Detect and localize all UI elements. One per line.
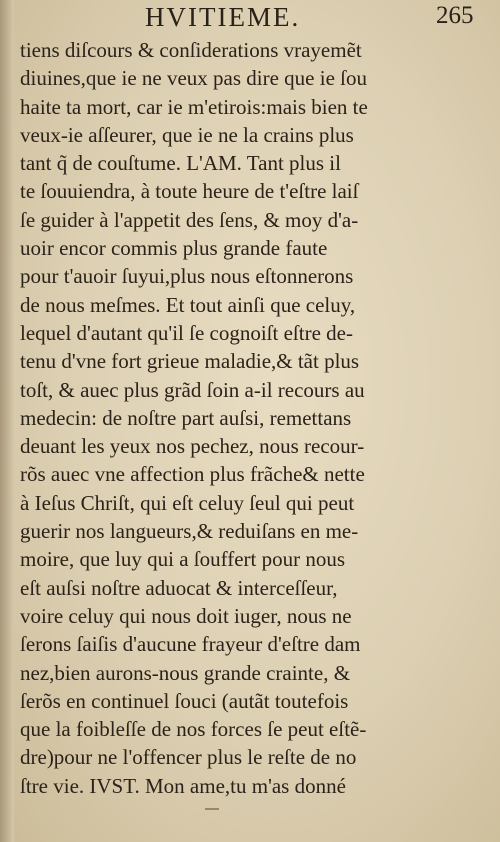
page-number: 265 (436, 2, 474, 29)
text-line: nez,bien aurons-nous grande crainte, & (20, 660, 351, 685)
text-line: lequel d'autant qu'il ſe cognoiſt eſtre de- (20, 320, 353, 345)
text-line: pour t'auoir ſuyui,plus nous eſtonnerons (20, 264, 354, 289)
body-text (20, 36, 420, 800)
text-line: deuant les yeux nos pechez, nous recour- (20, 434, 365, 459)
text-line: tenu d'vne fort grieue maladie,& tãt plus (20, 349, 360, 374)
page-gutter-shadow (0, 0, 14, 842)
text-line: haite ta mort, car ie m'etirois:mais bien te (20, 94, 368, 119)
text-line: à Ieſus Chriſt, qui eſt celuy ſeul qui peut (20, 490, 355, 515)
text-line: dre)pour ne l'offencer plus le reſte de no (20, 745, 357, 770)
text-line: te ſouuiendra, à toute heure de t'eſtre laiſ (20, 179, 359, 204)
text-line: ſe guider à l'appetit des ſens, & moy d'a- (20, 207, 359, 232)
text-line: diuines,que ie ne veux pas dire que ie ſou (20, 66, 367, 91)
text-line: voire celuy qui nous doit iuger, nous ne (20, 603, 352, 628)
text-line: guerir nos langueurs,& reduiſans en me- (20, 519, 359, 544)
text-line: tiens diſcours & conſiderations vrayemẽt (20, 38, 362, 62)
text-line: veux-ie aſſeurer, que ie ne la crains plus (20, 122, 354, 147)
text-line: eſt auſsi noſtre aduocat & interceſſeur, (20, 575, 338, 600)
text-line: moire, que luy qui a ſouffert pour nous (20, 547, 346, 572)
text-line: ſtre vie. IVST. Mon ame,tu m'as donné (20, 773, 346, 798)
text-line: que la foibleſſe de nos forces ſe peut eſtẽ- (20, 717, 367, 742)
text-line: medecin: de noſtre part auſsi, remettans (20, 405, 352, 430)
text-line: de nous meſmes. Et tout ainſi que celuy, (20, 292, 356, 317)
text-line: toſt, & auec plus grãd ſoin a-il recours au (20, 377, 365, 402)
text-line: uoir encor commis plus grande faute (20, 236, 328, 261)
running-title: HVITIEME. (145, 2, 301, 32)
text-line: ſerõs en continuel ſouci (autãt toutefois (20, 688, 349, 713)
text-line: rõs auec vne affection plus frãche& nette (20, 462, 365, 487)
text-line: tant q̃ de couſtume. L'AM. Tant plus il (20, 151, 341, 176)
ink-mark (205, 808, 219, 810)
page-header (0, 2, 500, 38)
text-line: ſerons ſaiſis d'aucune frayeur d'eſtre dam (20, 632, 361, 657)
